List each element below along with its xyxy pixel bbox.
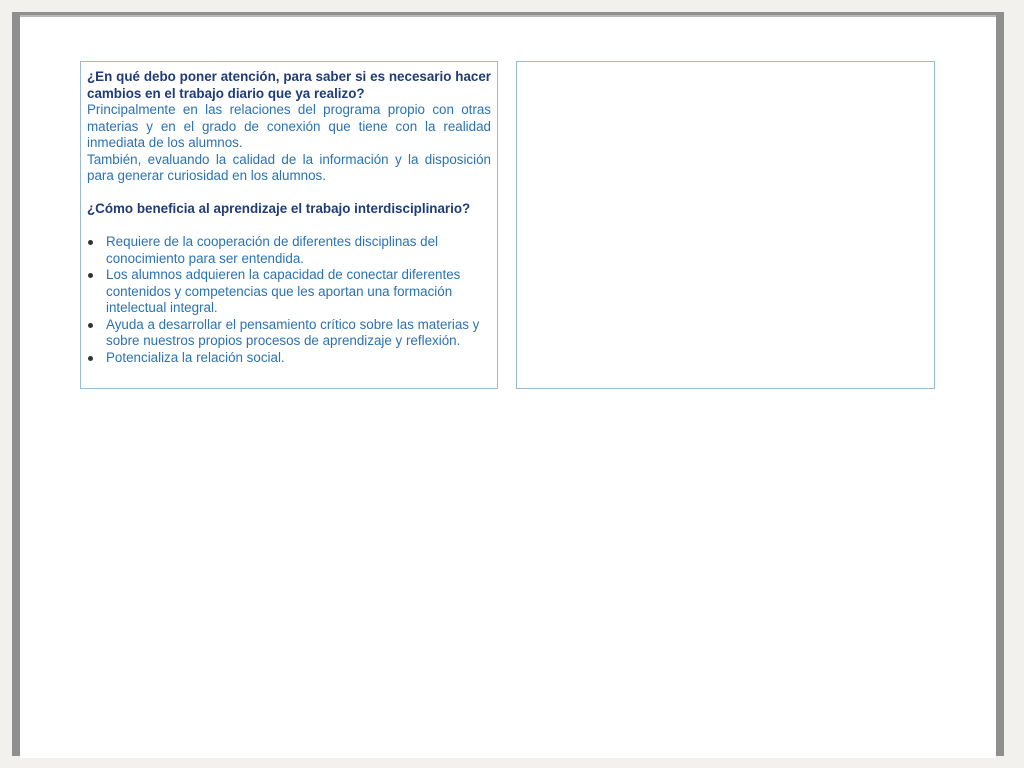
text-box[interactable] bbox=[80, 61, 498, 389]
paragraph-1: Principalmente en las relaciones del programa propio con otras materias y en el grado de conexión que tiene con la realidad inmediata de los alumnos. bbox=[87, 102, 491, 150]
bullet-text: Potencializa la relación social. bbox=[106, 349, 285, 365]
bullet-text: Ayuda a desarrollar el pensamiento crítico sobre las materias y sobre nuestros propios procesos de aprendizaje y reflexión. bbox=[106, 316, 480, 348]
question-heading-1: ¿En qué debo poner atención, para saber si es necesario hacer cambios en el trabajo diario que ya realizo? bbox=[87, 69, 491, 101]
bullet-item bbox=[87, 317, 491, 350]
bullet-icon bbox=[88, 273, 93, 278]
bullet-text: Requiere de la cooperación de diferentes disciplinas del conocimiento para ser entendida. bbox=[106, 234, 439, 266]
empty-text-box[interactable] bbox=[516, 61, 935, 389]
bullet-icon bbox=[88, 240, 93, 245]
blank-line bbox=[87, 218, 491, 235]
paragraph-2: También, evaluando la calidad de la información y la disposición para generar curiosidad en los alumnos. bbox=[87, 151, 491, 183]
bullet-item bbox=[87, 267, 491, 317]
bullet-list bbox=[87, 234, 491, 366]
bullet-text: Los alumnos adquieren la capacidad de conectar diferentes contenidos y competencias que les aportan una formación intelectual integral. bbox=[106, 267, 461, 315]
bullet-item bbox=[87, 350, 491, 367]
bullet-icon bbox=[88, 356, 93, 361]
question-heading-2: ¿Cómo beneficia al aprendizaje el trabajo interdisciplinario? bbox=[87, 201, 471, 216]
blank-line bbox=[87, 185, 491, 202]
bullet-icon bbox=[88, 323, 93, 328]
document-page bbox=[20, 15, 996, 758]
bullet-item bbox=[87, 234, 491, 267]
